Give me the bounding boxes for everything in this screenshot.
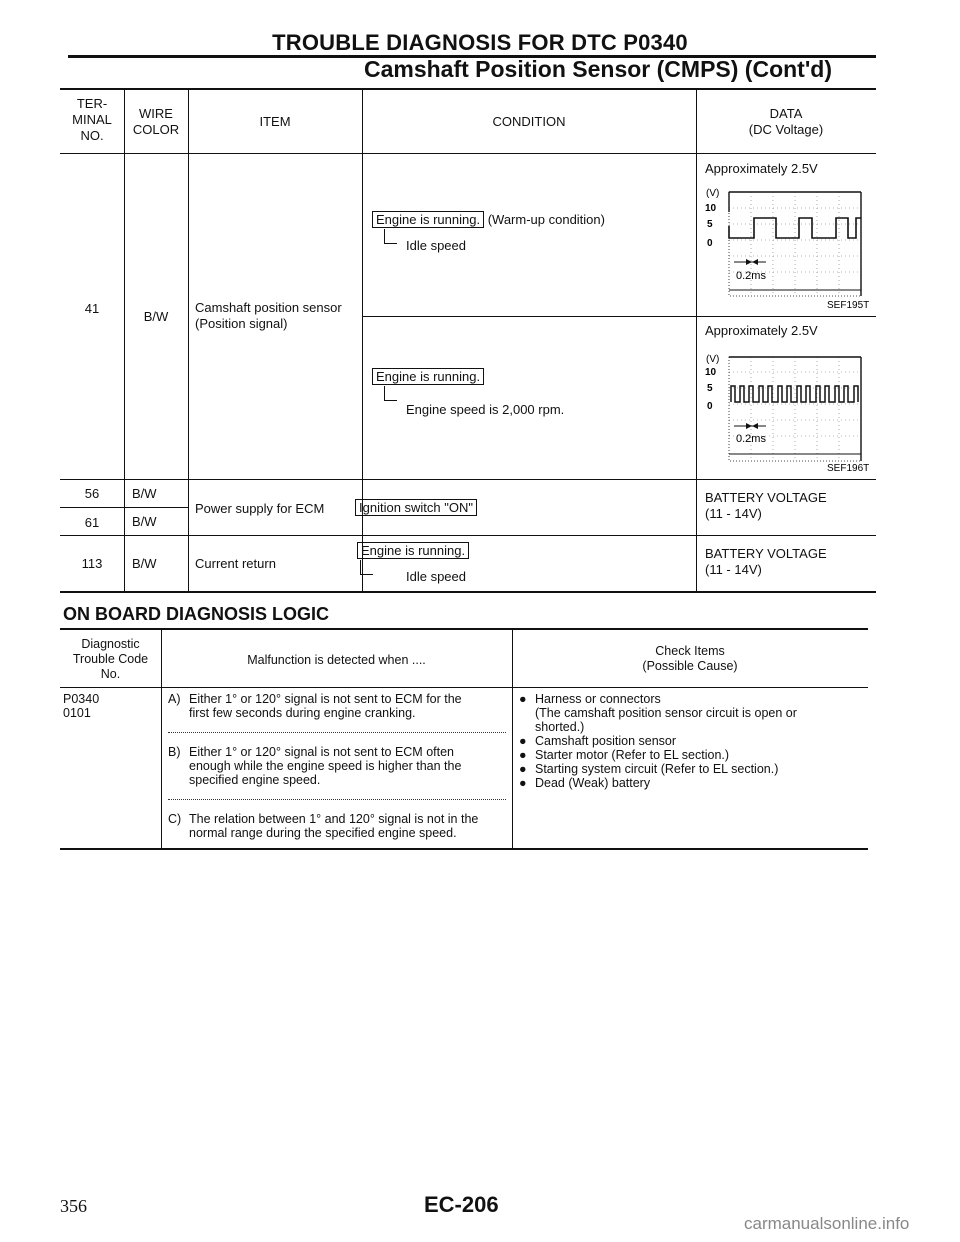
scope-y5-label: 5: [707, 219, 713, 230]
time-div-label: 0.2ms: [736, 433, 766, 445]
malfunction-c: C) The relation between 1° and 120° signal is not in the normal range during the specified engine speed.: [168, 812, 479, 840]
list-item: ● Starting system circuit (Refer to EL section.): [519, 762, 779, 776]
scope-unit-label: (V): [706, 188, 720, 199]
obd-table: [60, 628, 868, 852]
data-56-61: BATTERY VOLTAGE (11 - 14V): [705, 490, 827, 521]
separator-dots: [168, 799, 506, 800]
header-terminal: TER- MINAL NO.: [72, 96, 112, 143]
obd-bottom-rule: [60, 848, 868, 850]
condition-41-2000rpm: [372, 368, 484, 385]
header-bottom-rule: [60, 153, 876, 154]
dtc-codes: P0340 0101: [63, 692, 100, 720]
obd-top-rule: [60, 628, 868, 630]
bullet-icon: ●: [519, 748, 527, 762]
wire-113: B/W: [132, 556, 157, 571]
condition-41-idle: Idle speed: [406, 238, 466, 253]
condition-41-rpm: Engine speed is 2,000 rpm.: [406, 402, 565, 417]
obd-header-rule: [60, 687, 868, 688]
bullet-icon: ●: [519, 762, 527, 776]
obd-header-malfunction: Malfunction is detected when ....: [247, 653, 426, 667]
terminal-56: 56: [84, 486, 100, 501]
scope-y5-label: 5: [707, 383, 713, 394]
section-page-code: EC-206: [424, 1192, 499, 1217]
header-condition: CONDITION: [492, 114, 566, 129]
condition-bracket: [384, 229, 397, 244]
condition-bracket: [384, 386, 397, 401]
engine-running-box: Engine is running.: [372, 211, 484, 228]
check-items-list: [519, 692, 864, 790]
page-number: 356: [60, 1196, 87, 1216]
warmup-note: (Warm-up condition): [487, 212, 605, 227]
item-41: Camshaft position sensor (Position signal): [195, 300, 342, 331]
col-rule-4: [696, 88, 697, 593]
list-item: ● Camshaft position sensor: [519, 734, 677, 748]
condition-41-warmup: [372, 211, 692, 228]
data-113: BATTERY VOLTAGE (11 - 14V): [705, 546, 827, 577]
header-wire-color: WIRE COLOR: [132, 106, 180, 137]
col-rule-3: [362, 88, 363, 593]
terminal-table: [60, 88, 876, 594]
terminal-41: 41: [84, 301, 100, 316]
time-div-label: 0.2ms: [736, 270, 766, 282]
malfunction-b: B) Either 1° or 120° signal is not sent to ECM often enough while the engine speed is higher than the specified engine speed.: [168, 745, 462, 787]
engine-running-box: Engine is running.: [372, 368, 484, 385]
scope-y10-label: 10: [705, 367, 717, 378]
table-bottom-rule: [60, 591, 876, 593]
rpm-2000-waveform: [731, 386, 858, 402]
bullet-icon: ●: [519, 776, 527, 790]
row61-bottom-rule: [60, 535, 876, 536]
item-56-61: Power supply for ECM: [195, 501, 325, 516]
separator-dots: [168, 732, 506, 733]
row41-bottom-rule: [60, 479, 876, 480]
list-item: ● Starter motor (Refer to EL section.): [519, 748, 730, 762]
obd-header-code: Diagnostic Trouble Code No.: [72, 637, 149, 681]
data-41-idle: Approximately 2.5V: [705, 161, 818, 176]
data-41-2000rpm: Approximately 2.5V: [705, 323, 818, 338]
list-item: ● Harness or connectors (The camshaft position sensor circuit is open or shorted.): [519, 692, 797, 734]
scope-y0-label: 0: [707, 238, 713, 249]
condition-113-idle: Idle speed: [406, 569, 466, 584]
scope-y0-label: 0: [707, 401, 713, 412]
obd-header-check: Check Items (Possible Cause): [642, 644, 738, 673]
table-top-rule: [60, 88, 876, 90]
scope-y10-label: 10: [705, 203, 717, 214]
engine-running-box: Engine is running.: [357, 542, 469, 559]
watermark-text: carmanualsonline.info: [744, 1214, 910, 1233]
oscilloscope-idle: [696, 184, 874, 312]
scope-unit-label: (V): [706, 354, 720, 365]
ignition-on-box: Ignition switch "ON": [355, 499, 477, 516]
row41-split-rule: [362, 316, 876, 317]
oscilloscope-2000rpm: [696, 350, 874, 476]
wire-41: B/W: [143, 309, 169, 324]
header-data: DATA (DC Voltage): [748, 106, 824, 137]
malfunction-a: A) Either 1° or 120° signal is not sent to ECM for the first few seconds during engine cranking.: [168, 692, 462, 720]
terminal-61: 61: [84, 515, 100, 530]
bullet-icon: ●: [519, 734, 527, 748]
condition-bracket: [360, 560, 373, 575]
condition-56-61: [355, 499, 477, 516]
condition-113: [357, 542, 469, 559]
section-title: ON BOARD DIAGNOSIS LOGIC: [63, 604, 330, 624]
page-subtitle: Camshaft Position Sensor (CMPS) (Cont'd): [363, 56, 832, 82]
figure-code-sef195t: SEF195T: [827, 300, 870, 311]
terminal-113: 113: [81, 556, 103, 571]
wire-56: B/W: [132, 486, 157, 501]
wire-61: B/W: [132, 514, 157, 529]
item-113: Current return: [195, 556, 276, 571]
page-title: TROUBLE DIAGNOSIS FOR DTC P0340: [272, 30, 688, 55]
col-rule-2: [188, 88, 189, 593]
list-item: ● Dead (Weak) battery: [519, 776, 651, 790]
figure-code-sef196t: SEF196T: [827, 463, 870, 474]
col-rule-1: [124, 88, 125, 593]
bullet-icon: ●: [519, 692, 527, 706]
header-item: ITEM: [259, 114, 291, 129]
